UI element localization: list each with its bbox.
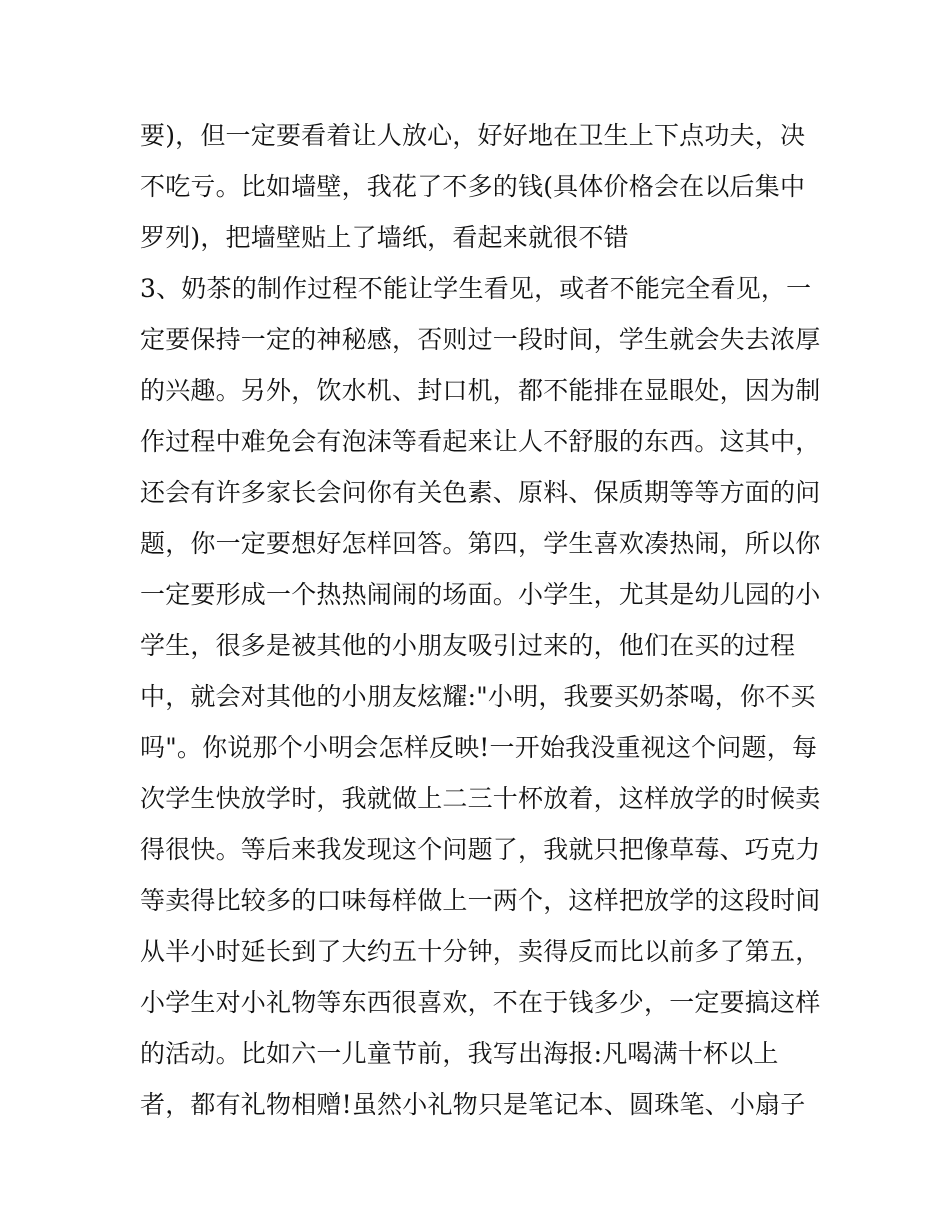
- text-line: 3、奶茶的制作过程不能让学生看见，或者不能完全看见，一: [140, 274, 812, 303]
- text-line: 定要保持一定的神秘感，否则过一段时间，学生就会失去浓厚: [140, 325, 821, 354]
- text-line: 的活动。比如六一儿童节前，我写出海报:凡喝满十杯以上: [140, 1039, 779, 1068]
- text-line: 吗"。你说那个小明会怎样反映!一开始我没重视这个问题，每: [140, 733, 818, 762]
- text-line: 一定要形成一个热热闹闹的场面。小学生，尤其是幼儿园的小: [140, 580, 821, 609]
- text-line: 者，都有礼物相赠!虽然小礼物只是笔记本、圆珠笔、小扇子: [140, 1090, 806, 1119]
- text-line: 题，你一定要想好怎样回答。第四，学生喜欢凑热闹，所以你: [140, 529, 821, 558]
- text-line: 从半小时延长到了大约五十分钟，卖得反而比以前多了第五，: [140, 937, 821, 966]
- text-line: 的兴趣。另外，饮水机、封口机，都不能排在显眼处，因为制: [140, 376, 821, 405]
- text-line: 学生，很多是被其他的小朋友吸引过来的，他们在买的过程: [140, 631, 796, 660]
- text-line: 不吃亏。比如墙壁，我花了不多的钱(具体价格会在以后集中: [140, 172, 806, 201]
- text-line: 作过程中难免会有泡沫等看起来让人不舒服的东西。这其中，: [140, 427, 821, 456]
- text-line: 等卖得比较多的口味每样做上一两个，这样把放学的这段时间: [140, 886, 821, 915]
- text-line: 中，就会对其他的小朋友炫耀:"小明，我要买奶茶喝，你不买: [140, 682, 816, 711]
- text-line: 次学生快放学时，我就做上二三十杯放着，这样放学的时候卖: [140, 784, 821, 813]
- text-line: 还会有许多家长会问你有关色素、原料、保质期等等方面的问: [140, 478, 821, 507]
- text-line: 得很快。等后来我发现这个问题了，我就只把像草莓、巧克力: [140, 835, 821, 864]
- body-text: [140, 110, 820, 1130]
- text-line: 要)，但一定要看着让人放心，好好地在卫生上下点功夫，决: [140, 121, 806, 150]
- text-line: 罗列)，把墙壁贴上了墙纸，看起来就很不错: [140, 223, 629, 252]
- text-line: 小学生对小礼物等东西很喜欢，不在于钱多少，一定要搞这样: [140, 988, 821, 1017]
